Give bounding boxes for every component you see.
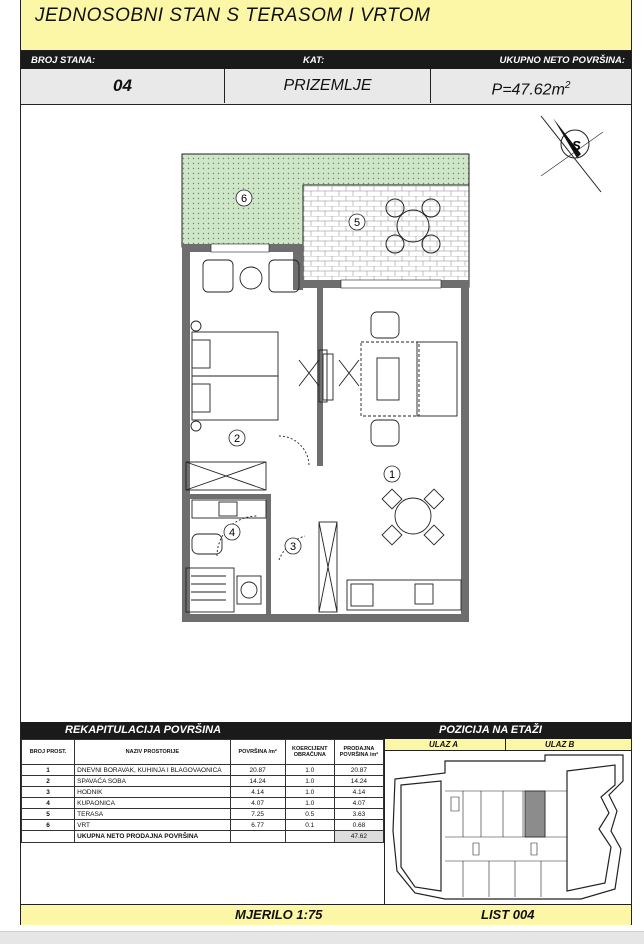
room-number-3: 3 — [289, 541, 297, 553]
table-row — [22, 820, 384, 831]
row-name: DNEVNI BORAVAK, KUHINJA I BLAGOVAONICA — [75, 765, 230, 776]
row-no: 3 — [22, 787, 75, 798]
row-area: 7.25 — [230, 809, 285, 820]
entrance-a-label: ULAZ A — [429, 740, 459, 749]
table-row — [22, 809, 384, 820]
page-title: JEDNOSOBNI STAN S TERASOM I VRTOM — [35, 5, 431, 26]
entrance-b-label: ULAZ B — [545, 740, 575, 749]
compass-letter: S — [572, 138, 581, 153]
net-area-label: UKUPNO NETO POVRŠINA: — [499, 55, 625, 66]
total-empty — [22, 831, 75, 843]
position-title: POZICIJA NA ETAŽI — [439, 724, 542, 736]
recap-header — [21, 722, 631, 739]
total-empty — [285, 831, 334, 843]
row-sale: 4.14 — [334, 787, 383, 798]
room-number-1: 1 — [388, 469, 396, 481]
net-area-value — [431, 69, 631, 103]
room-number-2: 2 — [233, 433, 241, 445]
unit-no-label: BROJ STANA: — [31, 55, 96, 66]
row-area: 6.77 — [230, 820, 285, 831]
col-no: BROJ PROST. — [22, 740, 75, 765]
terrace-area — [303, 185, 469, 287]
row-coef: 1.0 — [285, 787, 334, 798]
row-area: 4.07 — [230, 798, 285, 809]
table-row — [22, 776, 384, 787]
info-header — [21, 51, 631, 69]
row-sale: 14.24 — [334, 776, 383, 787]
row-area: 20.87 — [230, 765, 285, 776]
row-no: 5 — [22, 809, 75, 820]
col-sale: PRODAJNA POVRŠINA /m² — [334, 740, 383, 765]
floor-label: KAT: — [303, 55, 325, 66]
floor-plan-drawing — [21, 106, 631, 722]
total-row — [22, 831, 384, 843]
row-name: KUPAONICA — [75, 798, 230, 809]
row-area: 14.24 — [230, 776, 285, 787]
row-coef: 0.5 — [285, 809, 334, 820]
entrances-header — [384, 739, 631, 751]
footer-bar — [21, 904, 631, 925]
scale-label: MJERILO 1:75 — [235, 907, 323, 922]
floor-value: PRIZEMLJE — [225, 69, 431, 103]
walls — [182, 244, 469, 622]
north-arrow-icon — [541, 116, 603, 192]
row-no: 4 — [22, 798, 75, 809]
total-value: 47.62 — [334, 831, 383, 843]
row-no: 1 — [22, 765, 75, 776]
info-row — [21, 69, 631, 105]
col-coef: KOERCIJENT OBRAČUNA — [285, 740, 334, 765]
row-name: SPAVAĆA SOBA — [75, 776, 230, 787]
entrance-divider — [505, 739, 506, 751]
area-recap-table — [21, 739, 384, 843]
row-sale: 3.63 — [334, 809, 383, 820]
table-row — [22, 787, 384, 798]
room-number-4: 4 — [228, 527, 236, 539]
title-bar — [21, 0, 631, 51]
row-coef: 1.0 — [285, 765, 334, 776]
row-no: 6 — [22, 820, 75, 831]
room-number-6: 6 — [240, 193, 248, 205]
table-row — [22, 765, 384, 776]
bedroom-furniture — [186, 260, 327, 490]
total-label: UKUPNA NETO PRODAJNA POVRŠINA — [75, 831, 230, 843]
row-name: TERASA — [75, 809, 230, 820]
living-room-furniture — [319, 312, 461, 612]
highlighted-unit — [525, 791, 545, 837]
row-sale: 4.07 — [334, 798, 383, 809]
row-name: HODNIK — [75, 787, 230, 798]
building-key-plan — [385, 751, 630, 904]
row-coef: 0.1 — [285, 820, 334, 831]
col-area: POVRŠINA /m² — [230, 740, 285, 765]
row-no: 2 — [22, 776, 75, 787]
recap-title: REKAPITULACIJA POVRŠINA — [65, 724, 222, 736]
row-area: 4.14 — [230, 787, 285, 798]
row-name: VRT — [75, 820, 230, 831]
unit-no-value: 04 — [21, 69, 225, 103]
sheet-label: LIST 004 — [481, 907, 535, 922]
floor-plan — [21, 106, 631, 722]
room-number-5: 5 — [353, 217, 361, 229]
bathroom-fixtures — [186, 500, 305, 612]
row-sale: 0.68 — [334, 820, 383, 831]
net-area-unit-sup: 2 — [564, 80, 571, 91]
row-coef: 1.0 — [285, 798, 334, 809]
total-empty — [230, 831, 285, 843]
net-area-number: P=47.62m — [491, 81, 565, 99]
row-sale: 20.87 — [334, 765, 383, 776]
col-name: NAZIV PROSTORIJE — [75, 740, 230, 765]
table-row — [22, 798, 384, 809]
row-coef: 1.0 — [285, 776, 334, 787]
table-header-row — [22, 740, 384, 765]
page-edge — [0, 931, 644, 944]
floor-plan-sheet — [20, 0, 632, 925]
floor-position-map — [384, 751, 631, 904]
